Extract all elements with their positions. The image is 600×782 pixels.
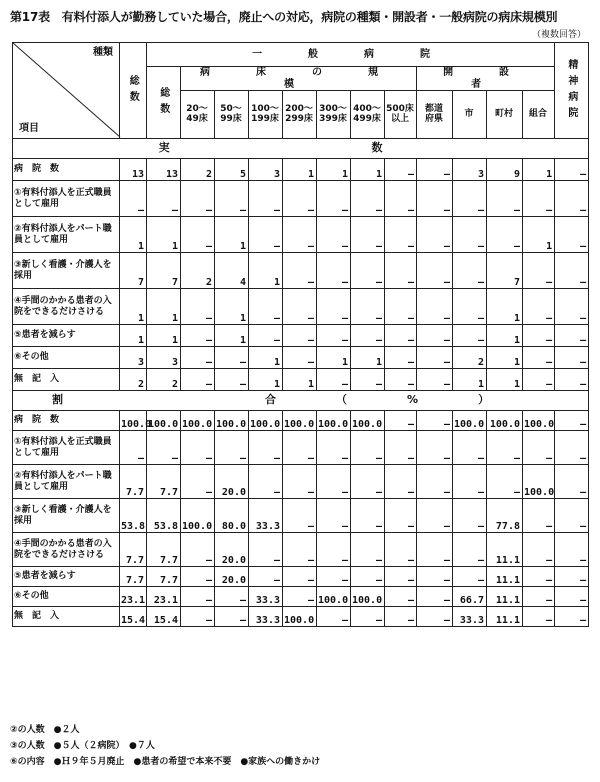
table-cell: — bbox=[487, 465, 523, 499]
table-cell: 11.1 bbox=[487, 533, 523, 567]
table-cell: 11.1 bbox=[487, 587, 523, 607]
table-cell: 53.8 bbox=[147, 499, 181, 533]
table-cell: — bbox=[487, 217, 523, 253]
table-cell: — bbox=[181, 607, 215, 627]
table-cell: — bbox=[555, 587, 589, 607]
table-cell: 1 bbox=[317, 159, 351, 181]
general-hospital-header: 一 般 病 院 bbox=[147, 43, 555, 67]
table-cell: — bbox=[523, 607, 555, 627]
table-cell: 20.0 bbox=[215, 567, 249, 587]
table-cell: 1 bbox=[283, 369, 317, 391]
table-cell: — bbox=[555, 499, 589, 533]
table-cell: — bbox=[283, 253, 317, 289]
table-cell: — bbox=[523, 587, 555, 607]
table-cell: — bbox=[249, 289, 283, 325]
table-cell: — bbox=[555, 347, 589, 369]
table-cell: — bbox=[385, 607, 417, 627]
table-cell: — bbox=[417, 253, 453, 289]
table-cell: — bbox=[283, 431, 317, 465]
table-cell: 1 bbox=[120, 217, 147, 253]
table-cell: — bbox=[181, 369, 215, 391]
table-cell: 7.7 bbox=[120, 465, 147, 499]
row-label: 無 記 入 bbox=[13, 607, 120, 627]
table-cell: — bbox=[453, 533, 487, 567]
table-cell: 7 bbox=[120, 253, 147, 289]
table-cell: — bbox=[317, 181, 351, 217]
owner-col-header: 組合 bbox=[523, 91, 555, 139]
table-cell: — bbox=[555, 567, 589, 587]
table-cell: — bbox=[385, 159, 417, 181]
table-cell: — bbox=[181, 533, 215, 567]
table-cell: 1 bbox=[147, 217, 181, 253]
table-cell: 1 bbox=[453, 369, 487, 391]
table-cell: — bbox=[181, 181, 215, 217]
section-header-row bbox=[13, 139, 589, 159]
table-cell: — bbox=[453, 499, 487, 533]
statistics-table bbox=[12, 42, 589, 627]
table-cell: — bbox=[317, 217, 351, 253]
table-cell: — bbox=[249, 465, 283, 499]
table-cell: — bbox=[555, 325, 589, 347]
table-cell: 4 bbox=[215, 253, 249, 289]
table-subtitle: （複数回答） bbox=[531, 30, 586, 40]
table-cell: — bbox=[317, 499, 351, 533]
table-cell: — bbox=[385, 431, 417, 465]
table-cell: — bbox=[181, 325, 215, 347]
table-cell: 15.4 bbox=[120, 607, 147, 627]
table-cell: 1 bbox=[283, 159, 317, 181]
row-label: ⑤患者を減らす bbox=[13, 567, 120, 587]
table-cell: — bbox=[385, 325, 417, 347]
table-cell: 20.0 bbox=[215, 465, 249, 499]
table-cell: — bbox=[555, 181, 589, 217]
table-row bbox=[13, 567, 589, 587]
table-cell: 1 bbox=[487, 347, 523, 369]
table-cell: — bbox=[283, 347, 317, 369]
table-cell: — bbox=[555, 411, 589, 431]
table-cell: — bbox=[283, 533, 317, 567]
table-cell: 11.1 bbox=[487, 607, 523, 627]
table-cell: — bbox=[487, 181, 523, 217]
row-label: ②有料付添人をパート職員として雇用 bbox=[13, 465, 120, 499]
table-cell: — bbox=[523, 325, 555, 347]
table-cell: — bbox=[385, 217, 417, 253]
bed-size-col-header: 200～ 299床 bbox=[283, 91, 317, 139]
table-cell: 3 bbox=[249, 159, 283, 181]
table-cell: — bbox=[120, 431, 147, 465]
table-cell: 1 bbox=[523, 217, 555, 253]
table-cell: — bbox=[351, 181, 385, 217]
table-cell: — bbox=[417, 567, 453, 587]
table-cell: — bbox=[453, 289, 487, 325]
owner-col-header: 市 bbox=[453, 91, 487, 139]
table-cell: — bbox=[523, 499, 555, 533]
bed-size-col-header: 20～ 49床 bbox=[181, 91, 215, 139]
table-cell: — bbox=[523, 567, 555, 587]
general-total-header: 総数 bbox=[147, 67, 181, 139]
table-cell: — bbox=[351, 533, 385, 567]
footnote: ②の人数 ●２人 bbox=[10, 725, 80, 735]
row-label: ①有料付添人を正式職員として雇用 bbox=[13, 431, 120, 465]
table-cell: — bbox=[453, 217, 487, 253]
owner-header: 開 設 者 bbox=[417, 67, 555, 91]
table-cell: — bbox=[453, 181, 487, 217]
table-cell: — bbox=[523, 347, 555, 369]
table-cell: — bbox=[523, 181, 555, 217]
table-cell: — bbox=[385, 533, 417, 567]
row-label: ⑥その他 bbox=[13, 347, 120, 369]
table-cell: 80.0 bbox=[215, 499, 249, 533]
table-cell: 100.0 bbox=[317, 411, 351, 431]
table-cell: 7.7 bbox=[147, 533, 181, 567]
table-cell: — bbox=[385, 253, 417, 289]
table-cell: — bbox=[351, 325, 385, 347]
table-cell: 1 bbox=[351, 159, 385, 181]
table-row bbox=[13, 347, 589, 369]
footnote: ⑥の内容 ●Ｈ９年５月廃止 ●患者の希望で本来不要 ●家族への働きかけ bbox=[10, 757, 321, 767]
table-cell: — bbox=[417, 289, 453, 325]
table-cell: — bbox=[351, 607, 385, 627]
table-row bbox=[13, 181, 589, 217]
table-cell: — bbox=[385, 411, 417, 431]
table-cell: 1 bbox=[249, 253, 283, 289]
table-cell: — bbox=[120, 181, 147, 217]
table-cell: 100.0 bbox=[487, 411, 523, 431]
table-cell: — bbox=[283, 217, 317, 253]
corner-bottom-label: 項目 bbox=[19, 122, 39, 134]
section-title: 実 数 bbox=[13, 139, 589, 159]
table-cell: 1 bbox=[317, 347, 351, 369]
table-cell: 7 bbox=[147, 253, 181, 289]
table-cell: — bbox=[215, 369, 249, 391]
owner-col-header: 町村 bbox=[487, 91, 523, 139]
table-row bbox=[13, 159, 589, 181]
table-cell: — bbox=[283, 587, 317, 607]
table-cell: — bbox=[487, 431, 523, 465]
table-cell: 7.7 bbox=[147, 465, 181, 499]
table-cell: 23.1 bbox=[120, 587, 147, 607]
table-cell: — bbox=[555, 607, 589, 627]
table-cell: 2 bbox=[120, 369, 147, 391]
table-cell: — bbox=[147, 181, 181, 217]
table-row bbox=[13, 499, 589, 533]
table-cell: — bbox=[181, 587, 215, 607]
table-cell: 33.3 bbox=[249, 587, 283, 607]
table-cell: — bbox=[249, 217, 283, 253]
table-cell: — bbox=[283, 567, 317, 587]
table-cell: — bbox=[417, 347, 453, 369]
table-cell: — bbox=[385, 369, 417, 391]
table-cell: — bbox=[351, 217, 385, 253]
table-cell: 1 bbox=[120, 325, 147, 347]
bed-size-col-header: 400～ 499床 bbox=[351, 91, 385, 139]
table-cell: 1 bbox=[120, 289, 147, 325]
table-cell: — bbox=[453, 325, 487, 347]
table-cell: 100.0 bbox=[147, 411, 181, 431]
table-cell: — bbox=[417, 369, 453, 391]
corner-header bbox=[13, 43, 120, 139]
row-label: ③新しく看護・介護人を採用 bbox=[13, 253, 120, 289]
table-cell: 1 bbox=[351, 347, 385, 369]
table-cell: — bbox=[417, 465, 453, 499]
table-cell: 1 bbox=[249, 347, 283, 369]
table-cell: — bbox=[181, 465, 215, 499]
table-cell: 53.8 bbox=[120, 499, 147, 533]
table-cell: — bbox=[215, 347, 249, 369]
table-cell: — bbox=[351, 369, 385, 391]
table-cell: 100.0 bbox=[181, 411, 215, 431]
row-label: 病 院 数 bbox=[13, 159, 120, 181]
row-label: ⑥その他 bbox=[13, 587, 120, 607]
table-cell: 3 bbox=[120, 347, 147, 369]
row-label: ④手間のかかる患者の入院をできるだけさける bbox=[13, 289, 120, 325]
table-cell: — bbox=[317, 431, 351, 465]
table-cell: 3 bbox=[453, 159, 487, 181]
row-label: 病 院 数 bbox=[13, 411, 120, 431]
table-cell: — bbox=[417, 431, 453, 465]
table-cell: 100.0 bbox=[453, 411, 487, 431]
owner-col-header: 都道 府県 bbox=[417, 91, 453, 139]
table-cell: — bbox=[351, 499, 385, 533]
table-cell: — bbox=[417, 181, 453, 217]
table-cell: — bbox=[385, 289, 417, 325]
table-cell: 1 bbox=[487, 325, 523, 347]
table-cell: 33.3 bbox=[453, 607, 487, 627]
table-cell: — bbox=[523, 289, 555, 325]
table-cell: 23.1 bbox=[147, 587, 181, 607]
table-cell: — bbox=[283, 499, 317, 533]
table-cell: — bbox=[555, 533, 589, 567]
table-cell: — bbox=[181, 289, 215, 325]
table-row bbox=[13, 217, 589, 253]
bed-size-header: 病 床 の 規 模 bbox=[181, 67, 417, 91]
table-cell: — bbox=[317, 465, 351, 499]
table-cell: — bbox=[317, 567, 351, 587]
table-cell: 1 bbox=[523, 159, 555, 181]
table-row bbox=[13, 369, 589, 391]
table-row bbox=[13, 533, 589, 567]
table-cell: 5 bbox=[215, 159, 249, 181]
table-cell: 1 bbox=[487, 289, 523, 325]
table-row bbox=[13, 411, 589, 431]
table-cell: — bbox=[417, 533, 453, 567]
table-cell: 13 bbox=[120, 159, 147, 181]
table-cell: 3 bbox=[147, 347, 181, 369]
table-row bbox=[13, 325, 589, 347]
table-cell: 1 bbox=[215, 325, 249, 347]
table-row bbox=[13, 607, 589, 627]
footnotes bbox=[10, 722, 320, 770]
section-title: 割 合（%） bbox=[13, 391, 589, 411]
table-cell: 2 bbox=[453, 347, 487, 369]
table-cell: — bbox=[317, 369, 351, 391]
table-cell: — bbox=[417, 217, 453, 253]
table-cell: 2 bbox=[181, 159, 215, 181]
table-cell: — bbox=[215, 181, 249, 217]
table-cell: 1 bbox=[487, 369, 523, 391]
table-cell: — bbox=[417, 607, 453, 627]
table-row bbox=[13, 289, 589, 325]
table-cell: — bbox=[215, 587, 249, 607]
table-body bbox=[13, 139, 589, 627]
table-cell: — bbox=[249, 431, 283, 465]
table-cell: — bbox=[249, 567, 283, 587]
table-cell: — bbox=[317, 253, 351, 289]
bed-size-col-header: 300～ 399床 bbox=[317, 91, 351, 139]
table-cell: — bbox=[523, 431, 555, 465]
row-label: ②有料付添人をパート職員として雇用 bbox=[13, 217, 120, 253]
footnote: ③の人数 ●５人（２病院） ●７人 bbox=[10, 741, 155, 751]
table-cell: — bbox=[453, 431, 487, 465]
table-cell: — bbox=[555, 431, 589, 465]
table-cell: 7.7 bbox=[120, 567, 147, 587]
table-cell: 7.7 bbox=[120, 533, 147, 567]
table-cell: — bbox=[417, 159, 453, 181]
row-label: 無 記 入 bbox=[13, 369, 120, 391]
psych-hospital-header: 精神病院 bbox=[555, 43, 589, 139]
table-cell: 100.0 bbox=[283, 411, 317, 431]
table-cell: — bbox=[249, 533, 283, 567]
table-cell: — bbox=[181, 567, 215, 587]
table-cell: — bbox=[417, 325, 453, 347]
table-cell: — bbox=[555, 253, 589, 289]
table-cell: 1 bbox=[249, 369, 283, 391]
table-cell: 9 bbox=[487, 159, 523, 181]
table-cell: — bbox=[385, 347, 417, 369]
table-cell: — bbox=[317, 533, 351, 567]
table-cell: — bbox=[385, 567, 417, 587]
table-cell: — bbox=[351, 289, 385, 325]
table-cell: — bbox=[555, 289, 589, 325]
table-cell: — bbox=[283, 289, 317, 325]
table-cell: — bbox=[523, 369, 555, 391]
table-cell: 100.0 bbox=[249, 411, 283, 431]
table-cell: — bbox=[249, 325, 283, 347]
table-cell: 66.7 bbox=[453, 587, 487, 607]
table-cell: — bbox=[317, 325, 351, 347]
row-label: ③新しく看護・介護人を採用 bbox=[13, 499, 120, 533]
table-cell: — bbox=[317, 607, 351, 627]
table-cell: 100.0 bbox=[120, 411, 147, 431]
table-cell: — bbox=[283, 465, 317, 499]
table-cell: — bbox=[181, 347, 215, 369]
total-header: 総数 bbox=[120, 43, 147, 139]
table-title: 第17表 有料付添人が勤務していた場合，廃止への対応，病院の種類・開設者・一般病院の病床規模別 bbox=[10, 10, 558, 24]
table-cell: 2 bbox=[147, 369, 181, 391]
table-cell: — bbox=[385, 181, 417, 217]
corner-top-label: 種類 bbox=[93, 47, 113, 58]
table-cell: — bbox=[555, 217, 589, 253]
table-cell: 11.1 bbox=[487, 567, 523, 587]
table-cell: 100.0 bbox=[215, 411, 249, 431]
table-cell: — bbox=[453, 465, 487, 499]
table-cell: — bbox=[385, 587, 417, 607]
table-cell: 77.8 bbox=[487, 499, 523, 533]
table-cell: — bbox=[351, 431, 385, 465]
table-cell: 1 bbox=[215, 217, 249, 253]
table-cell: — bbox=[555, 465, 589, 499]
table-row bbox=[13, 431, 589, 465]
table-cell: — bbox=[351, 253, 385, 289]
table-cell: 2 bbox=[181, 253, 215, 289]
bed-size-col-header: 500床 以上 bbox=[385, 91, 417, 139]
table-cell: 13 bbox=[147, 159, 181, 181]
table-row bbox=[13, 587, 589, 607]
table-cell: — bbox=[453, 567, 487, 587]
table-cell: — bbox=[351, 567, 385, 587]
row-label: ⑤患者を減らす bbox=[13, 325, 120, 347]
table-cell: 7.7 bbox=[147, 567, 181, 587]
table-cell: 1 bbox=[215, 289, 249, 325]
table-cell: — bbox=[283, 181, 317, 217]
table-cell: 1 bbox=[147, 289, 181, 325]
table-cell: 7 bbox=[487, 253, 523, 289]
bed-size-col-header: 50～ 99床 bbox=[215, 91, 249, 139]
table-cell: — bbox=[417, 499, 453, 533]
table-cell: — bbox=[385, 499, 417, 533]
table-cell: — bbox=[385, 465, 417, 499]
table-cell: — bbox=[453, 253, 487, 289]
table-row bbox=[13, 253, 589, 289]
table-cell: — bbox=[523, 253, 555, 289]
table-cell: — bbox=[283, 325, 317, 347]
table-cell: — bbox=[215, 607, 249, 627]
table-row bbox=[13, 465, 589, 499]
row-label: ④手間のかかる患者の入院をできるだけさける bbox=[13, 533, 120, 567]
table-cell: 100.0 bbox=[523, 465, 555, 499]
table-cell: — bbox=[555, 159, 589, 181]
table-cell: 100.0 bbox=[181, 499, 215, 533]
table-cell: — bbox=[181, 217, 215, 253]
row-label: ①有料付添人を正式職員として雇用 bbox=[13, 181, 120, 217]
table-cell: 33.3 bbox=[249, 607, 283, 627]
table-cell: 100.0 bbox=[317, 587, 351, 607]
table-cell: — bbox=[317, 289, 351, 325]
table-cell: 1 bbox=[147, 325, 181, 347]
section-header-row bbox=[13, 391, 589, 411]
table-cell: — bbox=[555, 369, 589, 391]
table-cell: 100.0 bbox=[523, 411, 555, 431]
table-cell: 100.0 bbox=[283, 607, 317, 627]
table-cell: 100.0 bbox=[351, 587, 385, 607]
table-cell: — bbox=[417, 411, 453, 431]
table-cell: 100.0 bbox=[351, 411, 385, 431]
table-cell: — bbox=[523, 533, 555, 567]
table-cell: — bbox=[215, 431, 249, 465]
bed-size-col-header: 100～ 199床 bbox=[249, 91, 283, 139]
table-cell: — bbox=[181, 431, 215, 465]
table-cell: — bbox=[147, 431, 181, 465]
table-cell: — bbox=[249, 181, 283, 217]
table-cell: — bbox=[351, 465, 385, 499]
table-cell: — bbox=[417, 587, 453, 607]
table-cell: 33.3 bbox=[249, 499, 283, 533]
table-cell: 20.0 bbox=[215, 533, 249, 567]
table-cell: 15.4 bbox=[147, 607, 181, 627]
